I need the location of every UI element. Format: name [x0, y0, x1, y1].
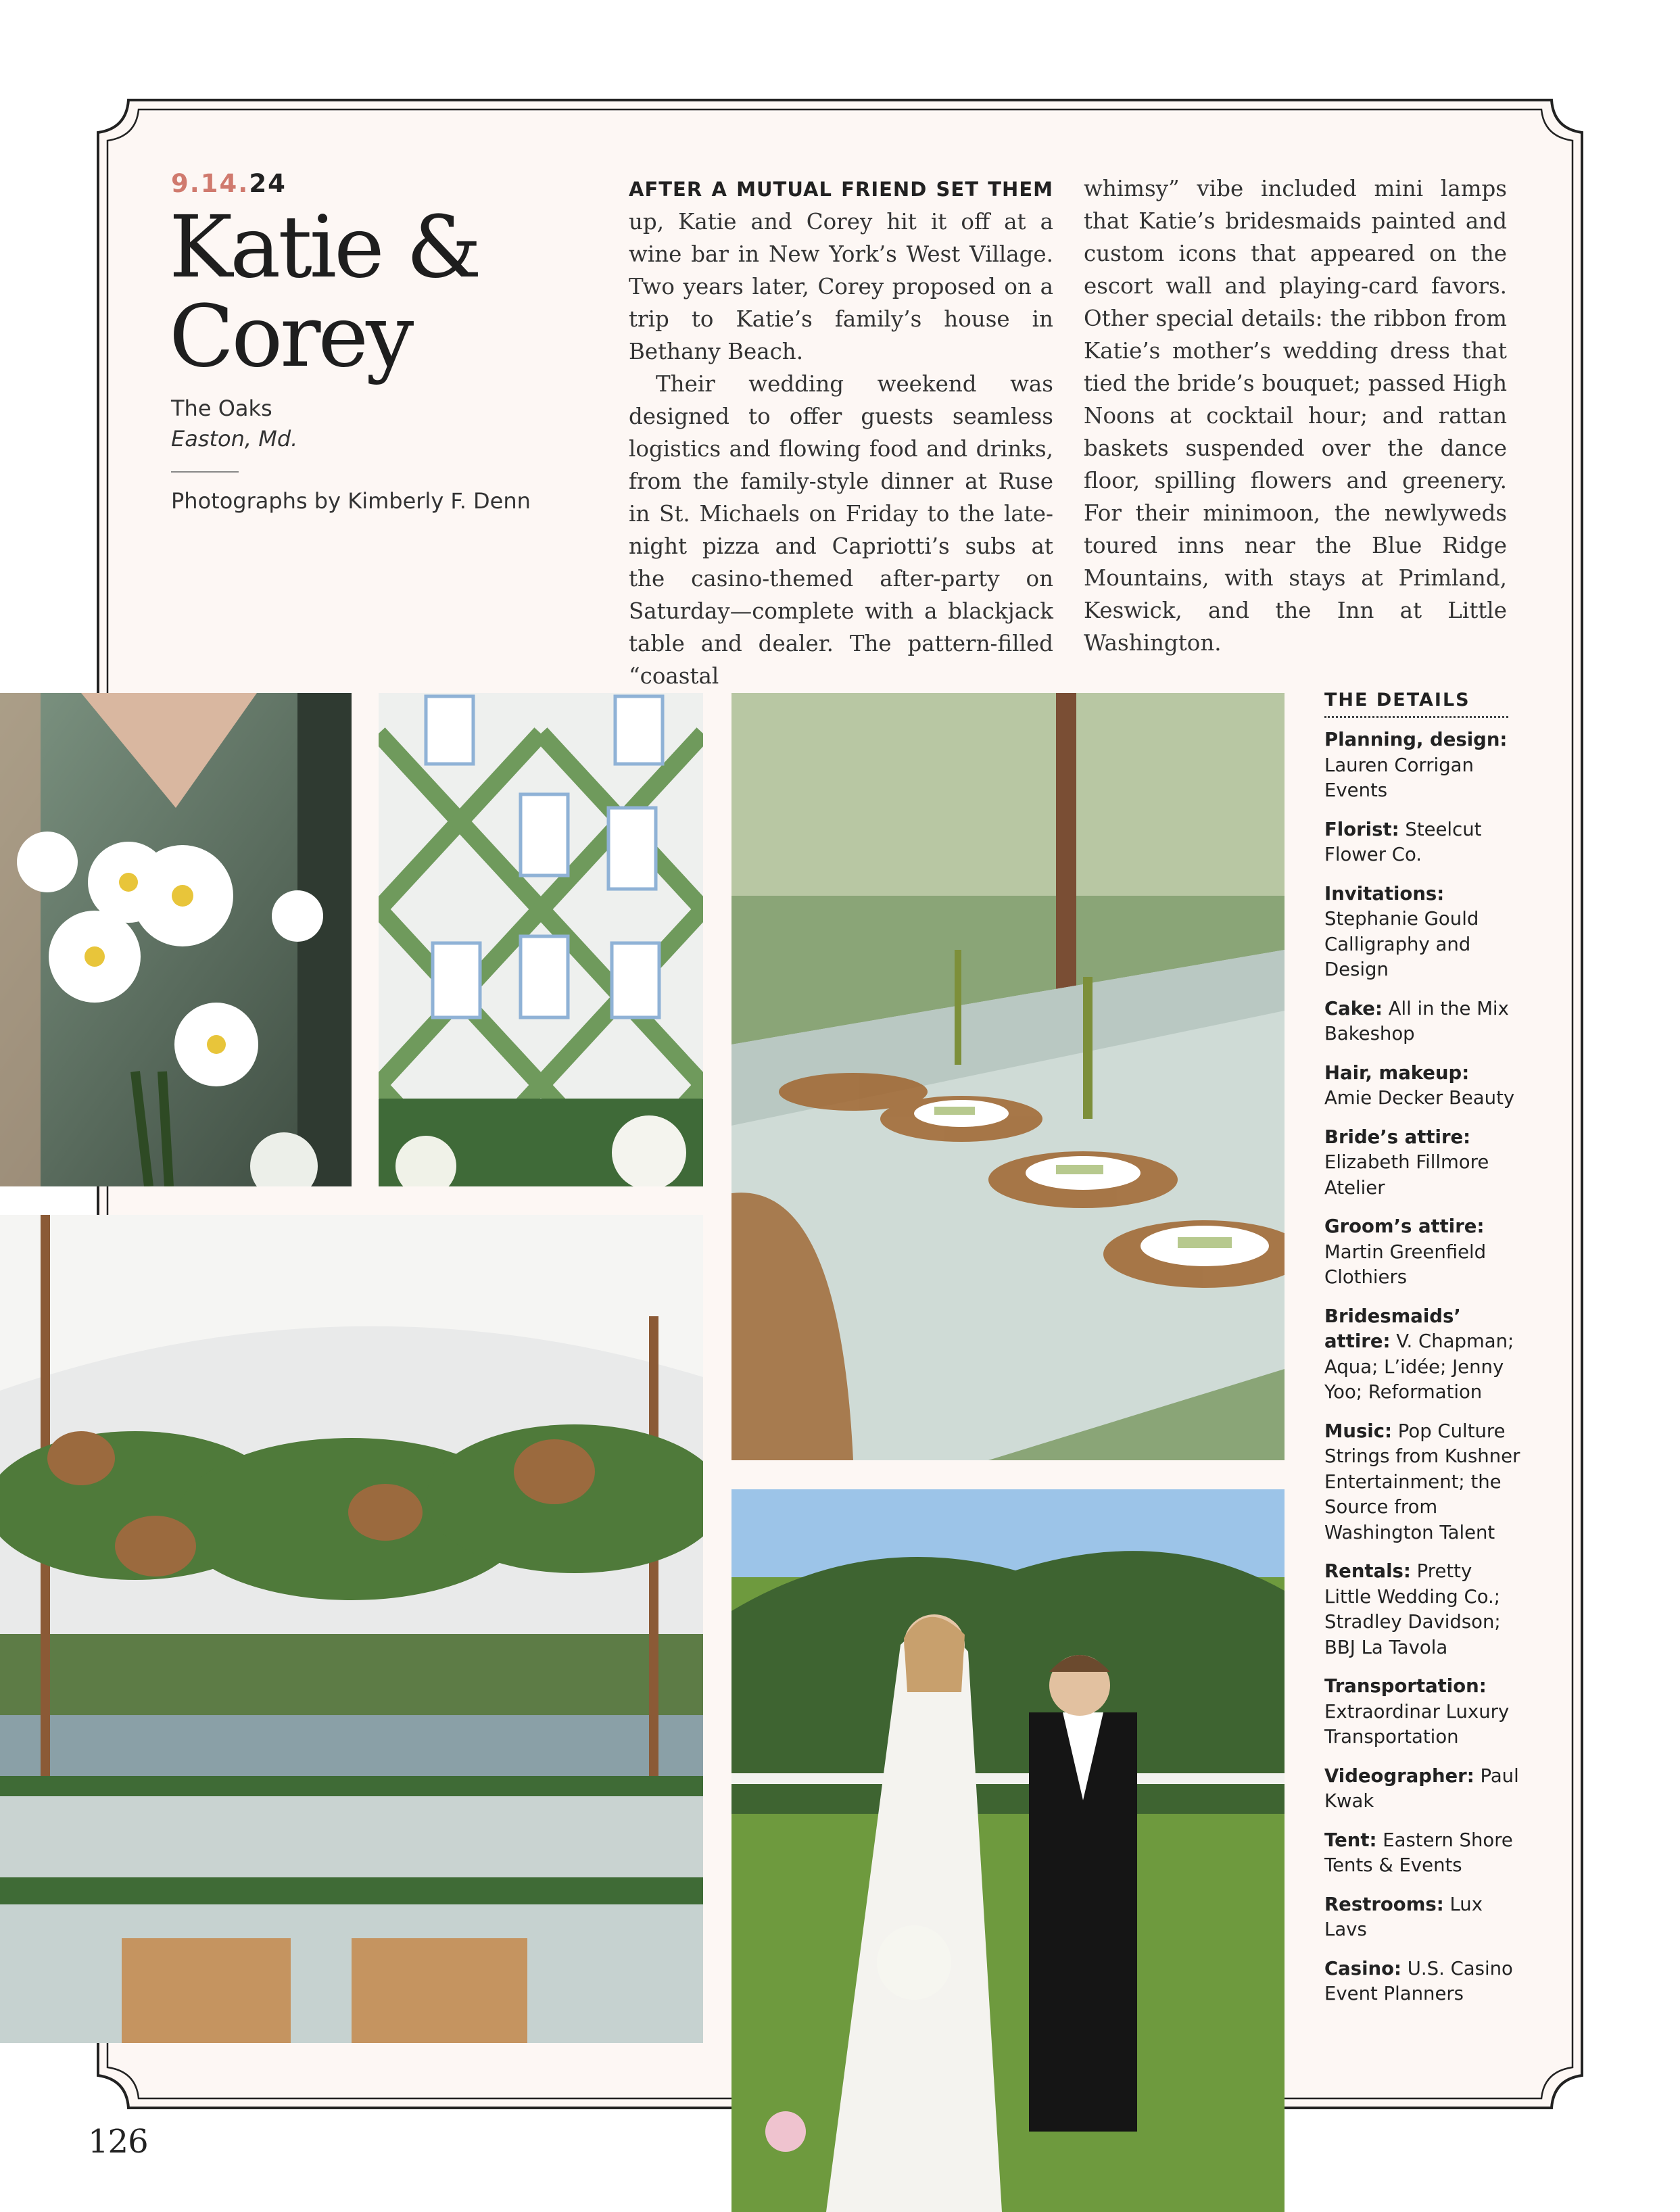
divider-rule — [171, 471, 239, 473]
photo-tent-hanging-baskets — [0, 1215, 703, 2043]
vendor-role: Restrooms: — [1324, 1893, 1444, 1915]
vendor-credit — [1324, 1674, 1520, 1750]
dotted-divider — [1324, 716, 1508, 718]
vendor-role: Tent: — [1324, 1829, 1377, 1851]
photographer-credit: Photographs by Kimberly F. Denn — [171, 488, 531, 514]
vendor-credit — [1324, 1214, 1520, 1291]
details-list — [1324, 727, 1520, 2007]
date-month-day: 9.14. — [171, 169, 249, 198]
vendor-role: Invitations: — [1324, 882, 1445, 905]
vendor-role: Bridesmaids’ attire: — [1324, 1305, 1461, 1352]
details-heading: THE DETAILS — [1324, 690, 1470, 711]
vendor-credit — [1324, 1828, 1520, 1879]
vendor-name: All in the Mix Bakeshop — [1324, 997, 1509, 1044]
vendor-name: Amie Decker Beauty — [1324, 1087, 1515, 1109]
vendor-role: Music: — [1324, 1420, 1393, 1442]
photo-escort-card-wall — [379, 693, 703, 1186]
wedding-date — [171, 169, 287, 198]
vendor-name: U.S. Casino Event Planners — [1324, 1957, 1513, 2004]
vendor-credit — [1324, 1892, 1520, 1943]
venue-location: Easton, Md. — [171, 426, 298, 452]
vendor-name: V. Chapman; Aqua; L’idée; Jenny Yoo; Reformation — [1324, 1330, 1514, 1403]
vendor-name: Pretty Little Wedding Co.; Stradley Davidson; BBJ La Tavola — [1324, 1560, 1501, 1658]
vendor-credit — [1324, 882, 1520, 983]
photo-couple-portrait — [731, 1489, 1285, 2212]
venue-name: The Oaks — [171, 395, 272, 421]
story-lead-in: AFTER A MUTUAL FRIEND SET THEM — [629, 178, 1053, 201]
vendor-name: Martin Greenfield Clothiers — [1324, 1241, 1487, 1288]
venue-block — [171, 393, 297, 454]
vendor-name: Eastern Shore Tents & Events — [1324, 1829, 1513, 1876]
date-year: 24 — [249, 169, 287, 198]
story-column-1 — [629, 172, 1053, 692]
vendor-credit — [1324, 996, 1520, 1047]
vendor-role: Casino: — [1324, 1957, 1402, 1979]
title-line-1: Katie & — [169, 197, 479, 297]
vendor-credit — [1324, 1061, 1520, 1111]
vendor-role: Groom’s attire: — [1324, 1216, 1485, 1237]
couple-names-title — [169, 197, 548, 386]
vendor-name: Elizabeth Fillmore Atelier — [1324, 1151, 1489, 1199]
title-line-2: Corey — [169, 287, 412, 386]
vendor-role: Videographer: — [1324, 1764, 1474, 1787]
vendor-credit — [1324, 1304, 1520, 1405]
photo-table-setting — [731, 693, 1285, 1460]
vendor-role: Bride’s attire: — [1324, 1126, 1471, 1148]
photo-bridesmaid-bouquet — [0, 693, 352, 1186]
vendor-role: Cake: — [1324, 997, 1383, 1019]
vendor-name: Lauren Corrigan Events — [1324, 754, 1474, 801]
vendor-role: Rentals: — [1324, 1560, 1411, 1582]
vendor-credit — [1324, 1125, 1520, 1201]
vendor-role: Florist: — [1324, 818, 1399, 840]
vendor-credit — [1324, 1559, 1520, 1660]
vendor-credit — [1324, 817, 1520, 868]
page-number: 126 — [88, 2123, 148, 2161]
story-paragraph-2: Their wedding weekend was designed to offer guests seamless logistics and flowing food and drinks, from the family-style dinner at Ruse in St. Michaels on Friday to the late-night pizza and Capriotti’s subs at the casino-themed after-party on Saturday—complete with a blackjack table and dealer. The pattern-filled “coastal — [629, 371, 1053, 689]
vendor-name: Pop Culture Strings from Kushner Entertainment; the Source from Washington Talent — [1324, 1420, 1520, 1543]
story-paragraph-1: up, Katie and Corey hit it off at a wine bar in New York’s West Village. Two years later, Corey proposed on a trip to Katie’s family’s house in Bethany Beach. — [629, 209, 1053, 364]
vendor-role: Transportation: — [1324, 1675, 1487, 1697]
vendor-name: Extraordinar Luxury Transportation — [1324, 1700, 1510, 1748]
vendor-role: Planning, design: — [1324, 729, 1508, 750]
vendor-credit — [1324, 1956, 1520, 2007]
vendor-name: Lux Lavs — [1324, 1893, 1483, 1940]
story-paragraph-3: whimsy” vibe included mini lamps that Katie’s bridesmaids painted and custom icons that appeared on the escort wall and playing-card favors. Other special details: the ribbon from Katie’s mother’s wedding dress that tied the bride’s bouquet; passed High Noons at cocktail hour; and rattan baskets suspended over the dance floor, spilling flowers and greenery. For their minimoon, the newlyweds toured inns near the Blue Ridge Mountains, with stays at Primland, Keswick, and the Inn at Little Washington. — [1084, 176, 1507, 656]
vendor-role: Hair, makeup: — [1324, 1061, 1470, 1084]
vendor-credit — [1324, 1419, 1520, 1546]
vendor-name: Stephanie Gould Calligraphy and Design — [1324, 908, 1479, 980]
details-sidebar — [1324, 690, 1520, 2021]
vendor-credit — [1324, 727, 1520, 804]
vendor-name: Paul Kwak — [1324, 1764, 1519, 1812]
vendor-credit — [1324, 1764, 1520, 1814]
vendor-name: Steelcut Flower Co. — [1324, 818, 1482, 865]
story-column-2 — [1084, 172, 1507, 659]
